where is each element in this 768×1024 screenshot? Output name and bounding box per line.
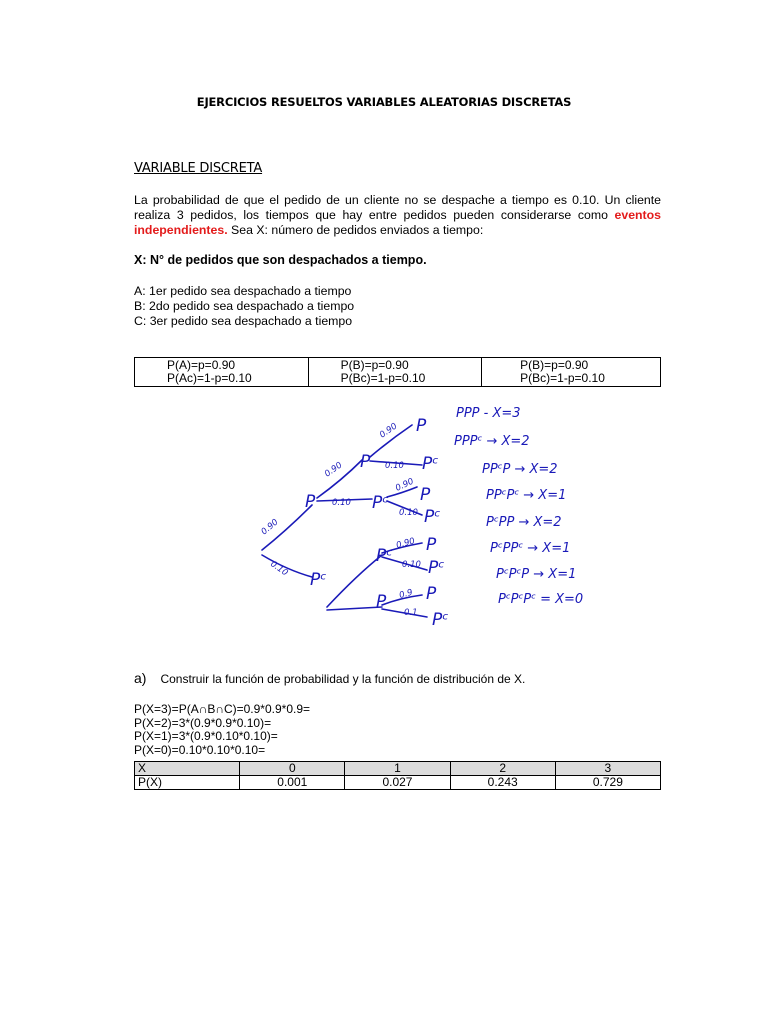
outcome-item: PPP - X=3 (456, 406, 521, 421)
table-header-cell: 0 (240, 762, 345, 776)
cell-line: P(Bc)=1-p=0.10 (520, 371, 605, 385)
edge-label: 0.90 (322, 460, 345, 480)
node-label: Pᶜ (422, 454, 439, 474)
equation: P(X=0)=0.10*0.10*0.10= (134, 742, 266, 757)
branch-line (327, 555, 382, 607)
edge-label: 0.90 (259, 517, 281, 538)
edge-label: 0.10 (268, 559, 290, 579)
question-text: Construir la función de probabilidad y la función de distribución de X. (160, 672, 526, 686)
node-label: Pᶜ (432, 610, 449, 630)
table-header-cell: 3 (555, 762, 660, 776)
cell-line: P(A)=p=0.90 (167, 358, 236, 372)
table-header-cell: X (135, 762, 240, 776)
equations-block (134, 703, 310, 757)
outcome-item: PᶜPᶜPᶜ = X=0 (498, 592, 584, 607)
outcome-item: PᶜPᶜP → X=1 (496, 567, 577, 582)
probability-table (134, 357, 661, 387)
table-cell: P(X) (135, 776, 240, 790)
event-c: C: 3er pedido sea despachado a tiempo (134, 314, 353, 328)
node-label: P (426, 535, 437, 555)
intro-text-1: La probabilidad de que el pedido de un cliente no se despache a tiempo es 0.10. Un cliente realiza 3 pedidos, los tiempos que hay entre pedidos pueden considerarse como (134, 193, 661, 222)
node-label: P (416, 416, 427, 436)
table-cell (135, 358, 309, 387)
section-heading: VARIABLE DISCRETA (134, 161, 263, 176)
question-letter: a) (134, 670, 147, 686)
table-cell: 0.243 (450, 776, 555, 790)
table-header-cell: 1 (345, 762, 450, 776)
equation: P(X=1)=3*(0.9*0.10*0.10)= (134, 729, 278, 743)
outcome-item: PPPᶜ → X=2 (454, 434, 530, 449)
edge-label: 0.90 (394, 476, 416, 494)
outcome-item: PPᶜP → X=2 (482, 462, 558, 477)
events-list (134, 284, 354, 329)
edge-label: 0.10 (385, 461, 404, 471)
edge-labels (260, 421, 421, 618)
node-label: P (360, 452, 371, 472)
event-b: B: 2do pedido sea despachado a tiempo (134, 299, 355, 313)
probability-tree-diagram (232, 395, 662, 640)
table-row (135, 776, 661, 790)
tree-branches (259, 425, 427, 617)
node-labels (305, 416, 449, 630)
outcome-item: PᶜPP → X=2 (486, 515, 562, 530)
table-cell (308, 358, 482, 387)
cell-line: P(Ac)=1-p=0.10 (167, 371, 252, 385)
node-label: Pᶜ (372, 493, 389, 513)
question-a (134, 670, 525, 686)
node-label: P (376, 592, 387, 612)
edge-label: 0.10 (332, 498, 351, 508)
equation: P(X=2)=3*(0.9*0.9*0.10)= (134, 715, 272, 730)
cell-line: P(B)=p=0.90 (520, 358, 589, 372)
node-label: Pᶜ (424, 507, 441, 527)
table-header-cell: 2 (450, 762, 555, 776)
node-label: P (420, 485, 431, 505)
distribution-table (134, 761, 661, 790)
table-cell: 0.729 (555, 776, 660, 790)
outcome-list (454, 406, 583, 607)
edge-label: 0.10 (399, 508, 418, 518)
cell-line: P(B)=p=0.90 (340, 358, 409, 372)
edge-label: 0.90 (395, 536, 417, 551)
branch-line (327, 607, 382, 610)
edge-label: 0.1 (404, 608, 418, 618)
x-definition: X: N° de pedidos que son despachados a tiempo. (134, 253, 427, 267)
table-row (135, 358, 661, 387)
node-label: Pᶜ (376, 546, 393, 566)
table-header-row (135, 762, 661, 776)
node-label: Pᶜ (310, 570, 327, 590)
outcome-item: PᶜPPᶜ → X=1 (490, 541, 571, 556)
table-cell: 0.027 (345, 776, 450, 790)
cell-line: P(Bc)=1-p=0.10 (340, 371, 426, 385)
equation: P(X=3)=P(A∩B∩C)=0.9*0.9*0.9= (134, 702, 311, 716)
document-title: EJERCICIOS RESUELTOS VARIABLES ALEATORIAS DISCRETAS (196, 95, 572, 109)
table-cell (482, 358, 661, 387)
table-cell: 0.001 (240, 776, 345, 790)
edge-label: 0.90 (377, 421, 400, 441)
edge-label: 0.10 (402, 560, 421, 570)
intro-highlight: eventos independientes. (134, 208, 661, 237)
edge-label: 0.9 (398, 587, 414, 601)
intro-paragraph (134, 193, 661, 238)
node-label: P (426, 584, 437, 604)
node-label: Pᶜ (428, 558, 445, 578)
event-a: A: 1er pedido sea despachado a tiempo (134, 284, 352, 298)
intro-text-2: Sea X: número de pedidos enviados a tiempo: (227, 223, 484, 237)
outcome-item: PPᶜPᶜ → X=1 (486, 488, 567, 503)
node-label: P (305, 492, 316, 512)
